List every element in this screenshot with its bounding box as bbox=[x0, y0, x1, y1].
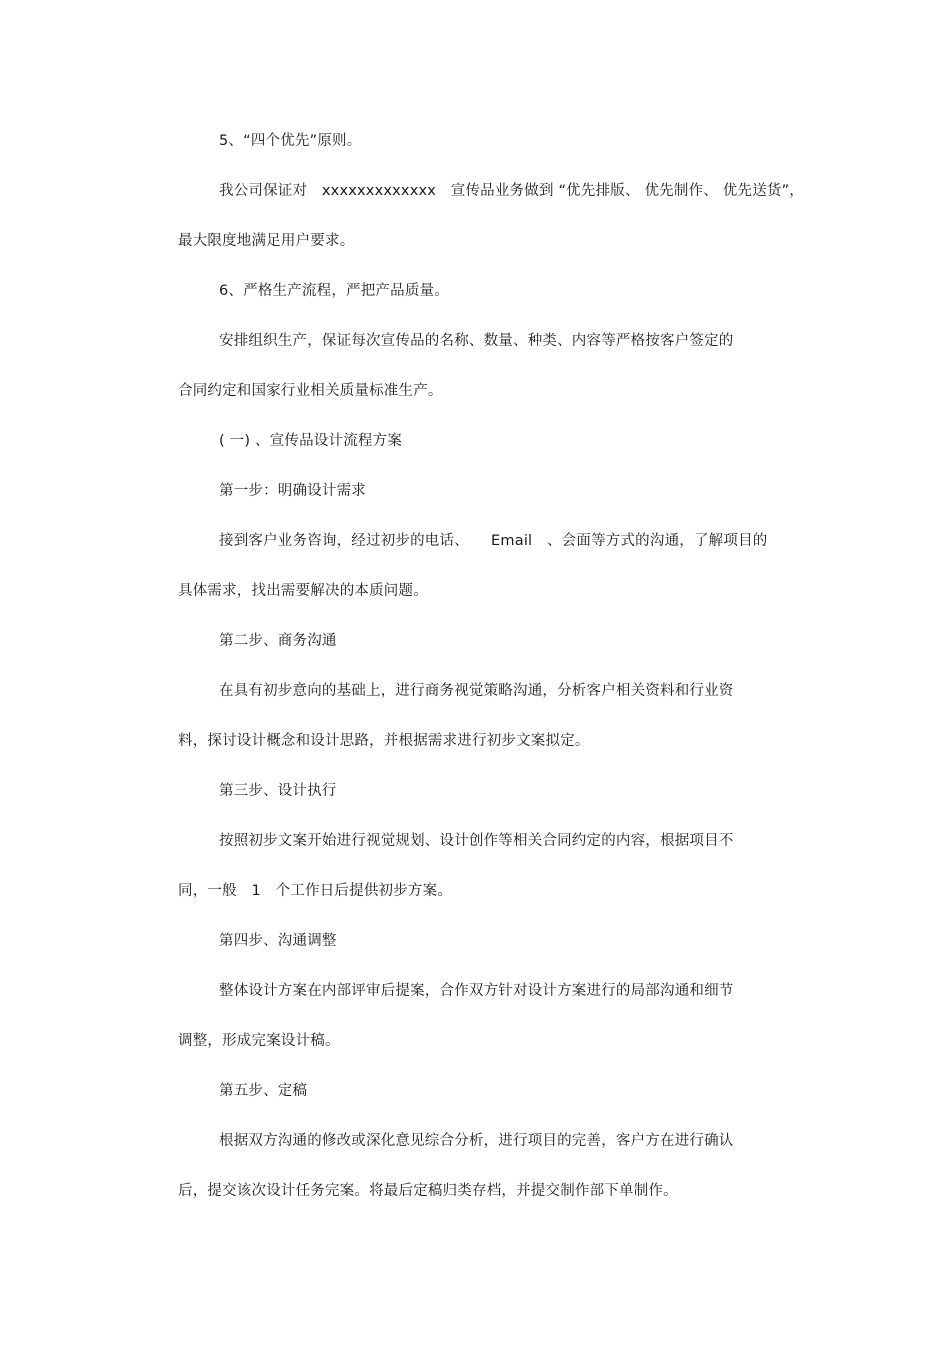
step-heading-4: 第四步、沟通调整 bbox=[219, 933, 337, 949]
paragraph-line: 接到客户业务咨询，经过初步的电话、 Email 、会面等方式的沟通，了解项目的 bbox=[219, 533, 768, 549]
step-heading-2: 第二步、商务沟通 bbox=[219, 633, 337, 649]
paragraph-line: 最大限度地满足用户要求。 bbox=[178, 233, 355, 249]
paragraph-line: 安排组织生产，保证每次宣传品的名称、数量、种类、内容等严格按客户签定的 bbox=[219, 333, 734, 349]
paragraph-line: 调整，形成完案设计稿。 bbox=[178, 1033, 340, 1049]
section-heading-design-flow: ( 一) 、宣传品设计流程方案 bbox=[219, 433, 403, 449]
paragraph-line: 我公司保证对 xxxxxxxxxxxxx 宣传品业务做到 “优先排版、 优先制作、 优先送货”， bbox=[219, 183, 805, 199]
heading-four-priorities: 5、“四个优先”原则。 bbox=[219, 133, 362, 149]
paragraph-line: 料，探讨设计概念和设计思路，并根据需求进行初步文案拟定。 bbox=[178, 733, 590, 749]
paragraph-line: 按照初步文案开始进行视觉规划、设计创作等相关合同约定的内容，根据项目不 bbox=[219, 833, 734, 849]
paragraph-line: 同，一般 1 个工作日后提供初步方案。 bbox=[178, 883, 453, 899]
heading-production-process: 6、严格生产流程，严把产品质量。 bbox=[219, 283, 449, 299]
step-heading-3: 第三步、设计执行 bbox=[219, 783, 337, 799]
step-heading-1: 第一步：明确设计需求 bbox=[219, 483, 366, 499]
paragraph-line: 整体设计方案在内部评审后提案，合作双方针对设计方案进行的局部沟通和细节 bbox=[219, 983, 734, 999]
paragraph-line: 后，提交该次设计任务完案。将最后定稿归类存档，并提交制作部下单制作。 bbox=[178, 1183, 678, 1199]
paragraph-line: 在具有初步意向的基础上，进行商务视觉策略沟通，分析客户相关资料和行业资 bbox=[219, 683, 734, 699]
paragraph-line: 具体需求，找出需要解决的本质问题。 bbox=[178, 583, 428, 599]
paragraph-line: 根据双方沟通的修改或深化意见综合分析，进行项目的完善，客户方在进行确认 bbox=[219, 1133, 734, 1149]
paragraph-line: 合同约定和国家行业相关质量标准生产。 bbox=[178, 383, 443, 399]
step-heading-5: 第五步、定稿 bbox=[219, 1083, 308, 1099]
